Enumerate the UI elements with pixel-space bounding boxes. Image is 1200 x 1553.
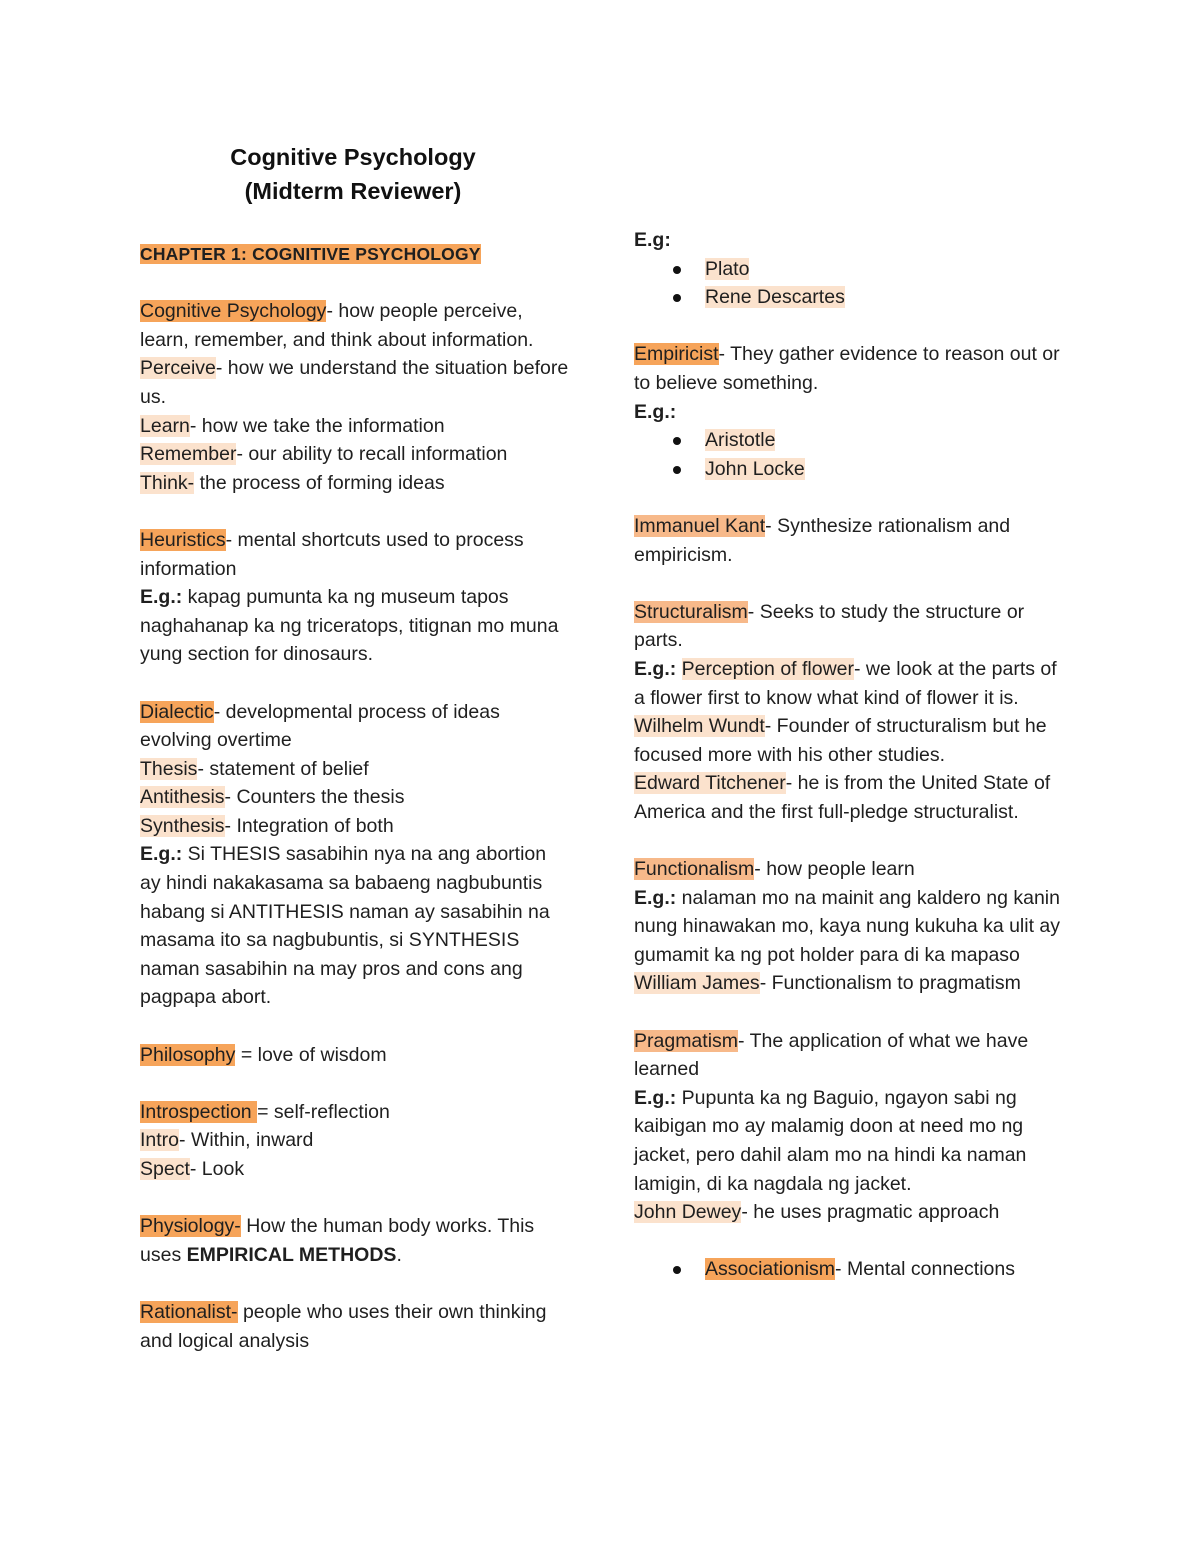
kant-definition: Immanuel Kant- Synthesize rationalism and empiricism. bbox=[634, 514, 1011, 566]
physiology-definition: Physiology- How the human body works. This uses EMPIRICAL METHODS. bbox=[140, 1215, 535, 1266]
term-highlight: William James bbox=[634, 972, 760, 995]
heuristics-example: E.g.: kapag pumunta ka ng museum tapos naghahanap ka ng triceratops, titignan mo muna yung section for dinosaurs. bbox=[140, 586, 559, 666]
title-line-1: Cognitive Psychology bbox=[230, 144, 476, 170]
term-highlight: Think- bbox=[140, 471, 195, 494]
learn-definition: Learn- how we take the information bbox=[140, 414, 445, 437]
term-highlight: Pragmatism bbox=[634, 1029, 739, 1052]
term-highlight: Antithesis bbox=[140, 786, 225, 809]
term-highlight: Spect bbox=[140, 1158, 190, 1180]
rationalist-examples-list bbox=[634, 255, 1064, 312]
term-highlight: Introspection bbox=[140, 1100, 258, 1123]
titchener-definition: Edward Titchener- he is from the United State of America and the first full-pledge structuralist. bbox=[634, 772, 1051, 823]
thesis-definition: Thesis- statement of belief bbox=[140, 757, 369, 780]
bullet-icon bbox=[673, 266, 681, 274]
term-highlight: Functionalism bbox=[634, 858, 755, 881]
chapter-heading: CHAPTER 1: COGNITIVE PSYCHOLOGY bbox=[140, 244, 481, 264]
term-highlight: John Dewey bbox=[634, 1201, 742, 1224]
document-title bbox=[140, 140, 566, 208]
list-item: John Locke bbox=[634, 455, 1064, 484]
term-highlight: Rationalist- bbox=[140, 1300, 238, 1323]
bullet-icon bbox=[673, 437, 681, 445]
heuristics-definition: Heuristics- mental shortcuts used to process information bbox=[140, 528, 524, 580]
pragmatism-definition: Pragmatism- The application of what we have learned bbox=[634, 1029, 1029, 1081]
cognitive-psychology-definition: Cognitive Psychology- how people perceive, learn, remember, and think about information. bbox=[140, 300, 534, 351]
term-highlight: Learn bbox=[140, 414, 190, 437]
think-definition: Think- the process of forming ideas bbox=[140, 471, 445, 494]
structuralism-definition: Structuralism- Seeks to study the structure or parts. bbox=[634, 600, 1025, 652]
list-item: Associationism- Mental connections bbox=[634, 1255, 1064, 1284]
term-highlight: Empiricist bbox=[634, 343, 719, 366]
term-highlight: Synthesis bbox=[140, 814, 225, 837]
right-column bbox=[634, 226, 1064, 1284]
philosophy-definition: Philosophy = love of wisdom bbox=[140, 1043, 387, 1066]
term-highlight: Edward Titchener bbox=[634, 772, 786, 795]
term-highlight: Remember bbox=[140, 443, 237, 466]
term-highlight: Intro bbox=[140, 1129, 180, 1152]
james-definition: William James- Functionalism to pragmatism bbox=[634, 972, 1021, 995]
term-highlight: Cognitive Psychology bbox=[140, 300, 327, 323]
associationism-list bbox=[634, 1255, 1064, 1284]
term-highlight: Physiology- bbox=[140, 1215, 241, 1238]
example-label: E.g: bbox=[634, 229, 671, 251]
rationalist-definition: Rationalist- people who uses their own thinking and logical analysis bbox=[140, 1300, 547, 1352]
dewey-definition: John Dewey- he uses pragmatic approach bbox=[634, 1201, 1000, 1224]
synthesis-definition: Synthesis- Integration of both bbox=[140, 814, 394, 837]
wundt-definition: Wilhelm Wundt- Founder of structuralism but he focused more with his other studies. bbox=[634, 715, 1047, 766]
perceive-definition: Perceive- how we understand the situation before us. bbox=[140, 357, 569, 408]
term-highlight: Immanuel Kant bbox=[634, 514, 766, 537]
term-highlight: Wilhelm Wundt bbox=[634, 715, 765, 738]
title-line-2: (Midterm Reviewer) bbox=[244, 178, 462, 204]
intro-definition: Intro- Within, inward bbox=[140, 1129, 314, 1152]
empiricist-definition: Empiricist- They gather evidence to reason out or to believe something. bbox=[634, 343, 1060, 394]
bullet-icon bbox=[673, 1266, 681, 1274]
empiricist-examples-list bbox=[634, 426, 1064, 483]
term-highlight: Philosophy bbox=[140, 1043, 236, 1066]
term-highlight: Heuristics bbox=[140, 528, 226, 551]
term-highlight: Dialectic bbox=[140, 700, 214, 723]
pragmatism-example: E.g.: Pupunta ka ng Baguio, ngayon sabi ng kaibigan mo ay malamig doon at need mo ng jacket, pero dahil alam mo na hindi ka naman lamigin, di ka nagdala ng jacket. bbox=[634, 1086, 1027, 1195]
list-item: Plato bbox=[634, 255, 1064, 284]
spect-definition: Spect- Look bbox=[140, 1158, 245, 1180]
introspection-definition: Introspection = self-reflection bbox=[140, 1100, 390, 1123]
term-highlight: Structuralism bbox=[634, 600, 748, 623]
term-highlight: Perceive bbox=[140, 357, 216, 380]
remember-definition: Remember- our ability to recall information bbox=[140, 443, 508, 466]
bullet-icon bbox=[673, 294, 681, 302]
bullet-icon bbox=[673, 466, 681, 474]
structuralism-example: E.g.: Perception of flower- we look at the parts of a flower first to know what kind of flower it is. bbox=[634, 657, 1057, 709]
left-column bbox=[140, 240, 570, 1355]
list-item: Aristotle bbox=[634, 426, 1064, 455]
list-item: Rene Descartes bbox=[634, 283, 1064, 312]
example-label: E.g.: bbox=[634, 400, 677, 423]
dialectic-example: E.g.: Si THESIS sasabihin nya na ang abortion ay hindi nakakasama sa babaeng nagbubuntis habang si ANTITHESIS naman ay sasabihin na masama ito sa nagbubuntis, si SYNTHESIS naman sasabihin na may pros and cons ang pagpapa abort. bbox=[140, 843, 550, 1009]
term-highlight: Associationism bbox=[705, 1258, 836, 1281]
dialectic-definition: Dialectic- developmental process of ideas evolving overtime bbox=[140, 700, 500, 752]
term-highlight: Thesis bbox=[140, 757, 198, 780]
term-highlight: Perception of flower bbox=[681, 657, 855, 680]
functionalism-example: E.g.: nalaman mo na mainit ang kaldero ng kanin nung hinawakan mo, kaya nung kukuha ka ulit ay gumamit ka ng pot holder para di ka mapaso bbox=[634, 886, 1061, 966]
antithesis-definition: Antithesis- Counters the thesis bbox=[140, 786, 405, 809]
functionalism-definition: Functionalism- how people learn bbox=[634, 858, 915, 881]
